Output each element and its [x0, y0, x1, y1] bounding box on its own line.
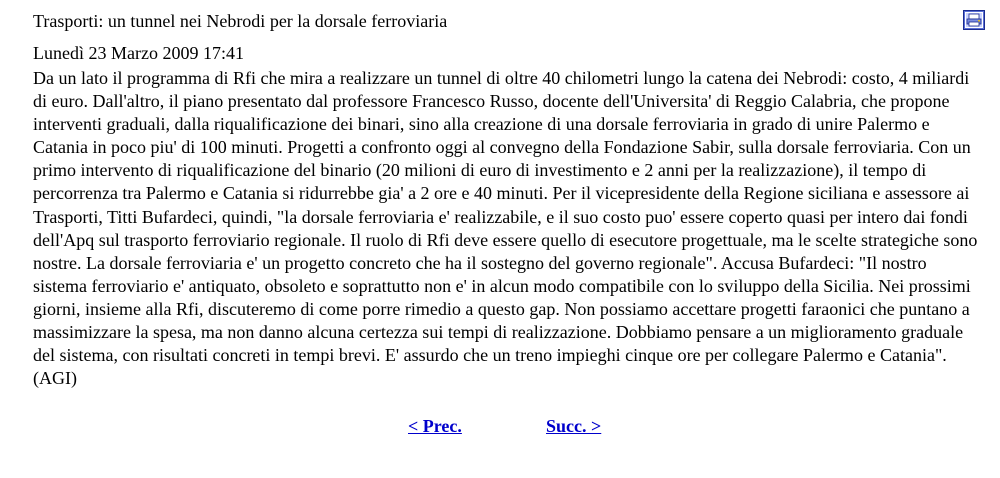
- article-body: Da un lato il programma di Rfi che mira a realizzare un tunnel di oltre 40 chilometri lungo la catena dei Nebrodi: costo, 4 miliardi di euro. Dall'altro, il piano presentato dal professore Francesco Russo, docente dell'Universita' di Reggio Calabria, che propone interventi graduali, dalla riqualificazione dei binari, sino alla creazione di una dorsale ferroviaria in grado di unire Palermo e Catania in poco piu' di 100 minuti. Progetti a confronto oggi al convegno della Fondazione Sabir, sulla dorsale ferroviaria. Con un primo intervento di riqualificazione del binario (20 milioni di euro di investimento e 2 anni per la realizzazione), il tempo di percorrenza tra Palermo e Catania si ridurrebbe gia' a 2 ore e 40 minuti. Per il vicepresidente della Regione siciliana e assessore ai Trasporti, Titti Bufardeci, quindi, "la dorsale ferroviaria e' realizzabile, e il suo costo puo' essere coperto quasi per intero dai fondi dell'Apq sul trasporto ferroviario regionale. Il ruolo di Rfi deve essere quello di esecutore progettuale, ma le scelte strategiche sono nostre. La dorsale ferroviaria e' un progetto concreto che ha il sostegno del governo regionale". Accusa Bufardeci: "Il nostro sistema ferroviario e' antiquato, obsoleto e soprattutto non e' in alcun modo compatibile con lo sviluppo della Sicilia. Nei prossimi giorni, insieme alla Rfi, discuteremo di come porre rimedio a questo gap. Non possiamo accettare progetti faraonici che puntano a massimizzare la spesa, ma non danno alcuna certezza sui tempi di realizzazione. Dobbiamo pensare a un miglioramento graduale del sistema, con risultati concreti in tempi brevi. E' assurdo che un treno impieghi cinque ore per collegare Palermo e Catania". (AGI): [33, 68, 978, 389]
- next-link[interactable]: Succ. >: [546, 416, 602, 436]
- print-button[interactable]: [963, 10, 985, 30]
- article-date: Lunedì 23 Marzo 2009 17:41: [33, 43, 244, 63]
- print-icon: [963, 10, 985, 30]
- pagination-nav: [0, 414, 1000, 438]
- prev-link[interactable]: < Prec.: [408, 416, 462, 436]
- article-title: Trasporti: un tunnel nei Nebrodi per la dorsale ferroviaria: [33, 11, 448, 31]
